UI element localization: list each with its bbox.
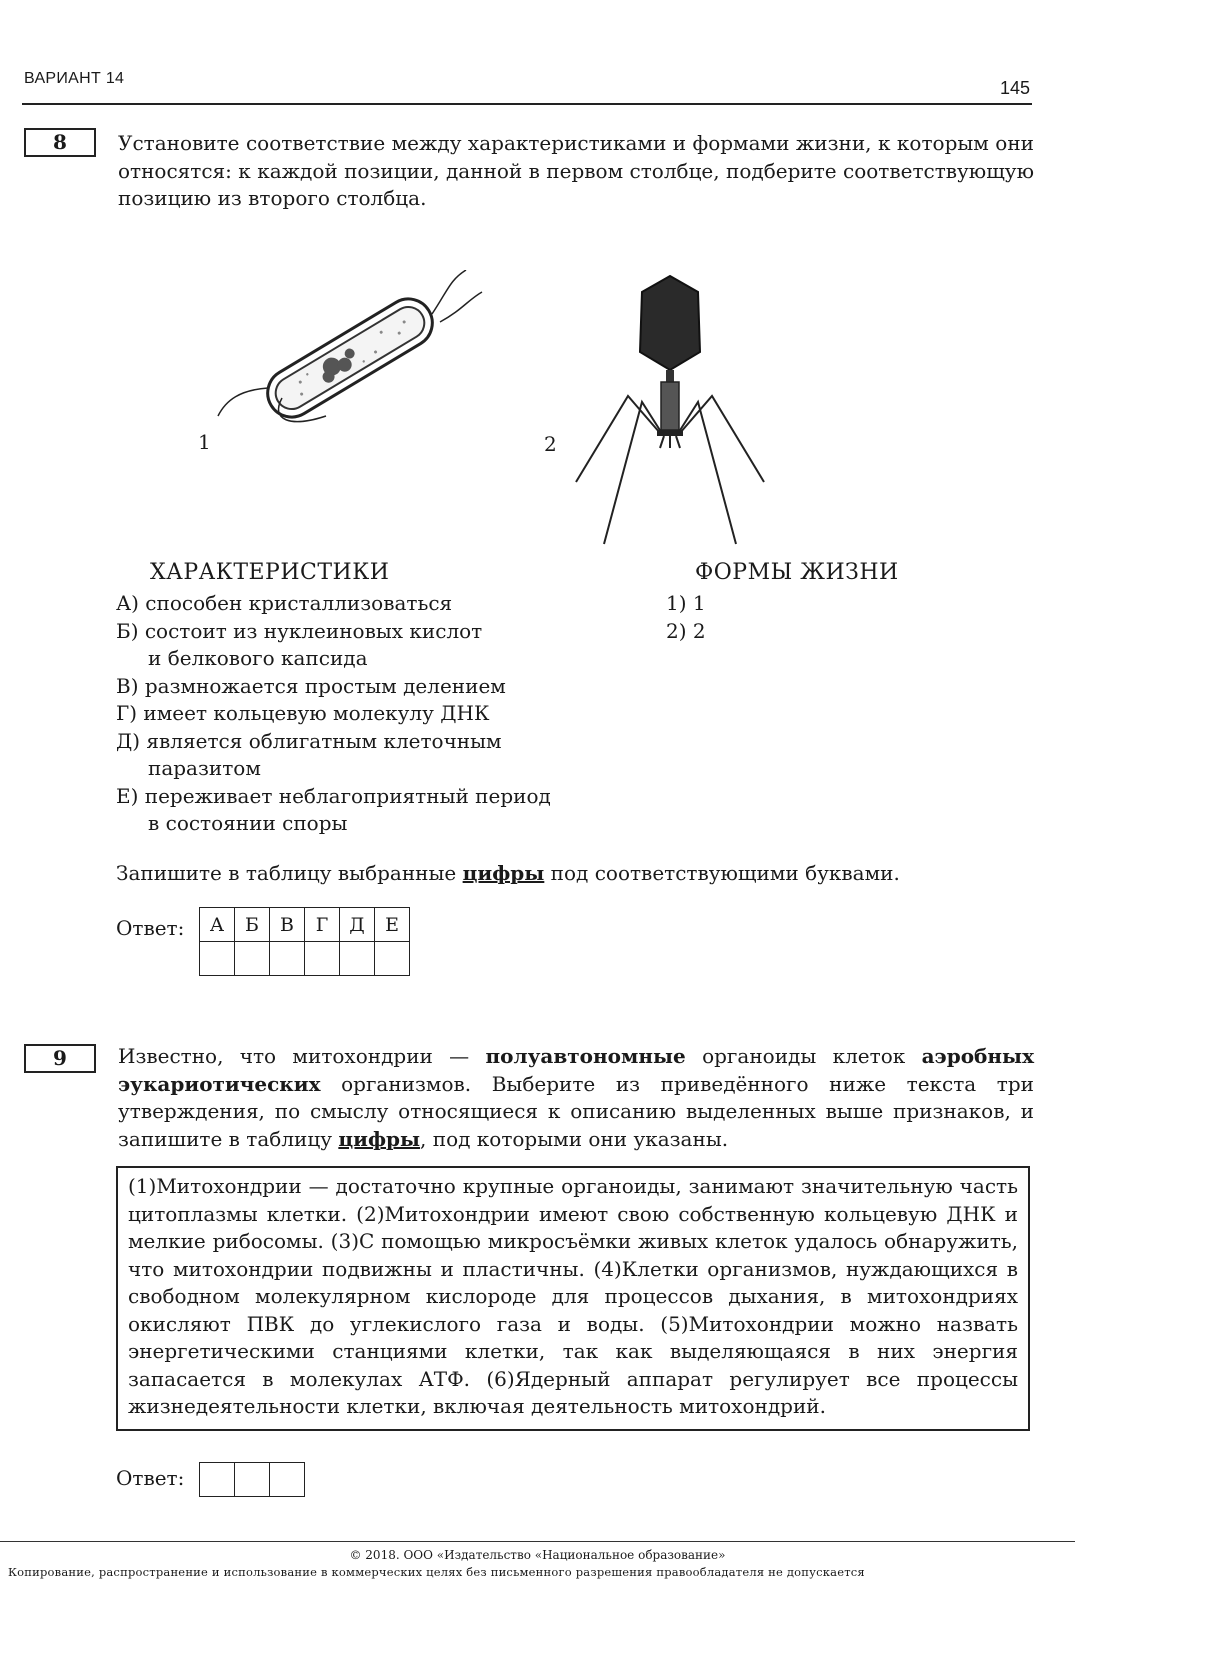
intro-bold: полуавтономные xyxy=(485,1044,686,1068)
task-8-instruction xyxy=(116,860,1016,888)
characteristic-item: А) способен кристаллизоваться xyxy=(116,591,453,615)
bacteriophage-illustration xyxy=(560,270,780,550)
characteristic-item: Е) переживает неблагоприятный период xyxy=(116,783,551,808)
answer-input-cell[interactable] xyxy=(305,942,340,976)
answer-table-8 xyxy=(199,907,410,976)
intro-text: , под которыми они указаны. xyxy=(420,1126,729,1151)
answer-input-cell[interactable] xyxy=(270,1463,305,1497)
answer-header-cell: В xyxy=(270,908,305,942)
answer-input-cell[interactable] xyxy=(200,942,235,976)
header-divider xyxy=(22,103,1032,105)
copyright-notice: Копирование, распространение и использование в коммерческих целях без письменного разрешения правообладателя не допускается xyxy=(8,1565,865,1579)
intro-bold: аэробных эукариотических xyxy=(118,1044,1034,1096)
characteristic-item-cont: в состоянии споры xyxy=(148,811,348,835)
answer-header-cell: Д xyxy=(340,908,375,942)
answer-input-cell[interactable] xyxy=(235,1463,270,1497)
instruction-text: Запишите в таблицу выбранные xyxy=(116,861,463,885)
task-number-8: 8 xyxy=(24,128,96,157)
characteristics-list xyxy=(116,590,636,838)
answer-header-cell: Е xyxy=(375,908,410,942)
mitochondria-passage: (1)Митохондрии — достаточно крупные органоиды, занимают значительную часть цитоплазмы клетки. (2)Митохондрии имеют свою собственную кольцевую ДНК и мелкие рибосомы. (3)С помощью микросъёмки живых клеток удалось обнаружить, что митохондрии подвижны и пластичны. (4)Клетки организмов, нуждающихся в свободном молекулярном кислороде для процессов дыхания, в митохондриях окисляют ПВК до углекислого газа и воды. (5)Митохондрии можно назвать энергетическими станциями клетки, так как выделяющаяся в них энергия запасается в молекулах АТФ. (6)Ядерный аппарат регулирует все процессы жизнедеятельности клетки, включая деятельность митохондрий. xyxy=(116,1166,1030,1431)
answer-header-cell: А xyxy=(200,908,235,942)
characteristic-item: Б) состоит из нуклеиновых кислот xyxy=(116,618,483,643)
copyright-line: © 2018. ООО «Издательство «Национальное образование» xyxy=(349,1548,726,1562)
characteristic-item: Г) имеет кольцевую молекулу ДНК xyxy=(116,701,490,725)
characteristic-item-cont: паразитом xyxy=(148,756,261,780)
task-8-intro: Установите соответствие между характеристиками и формами жизни, к которым они относятся: к каждой позиции, данной в первом столбце, подберите соответствующую позицию из второго столбца. xyxy=(118,131,1034,210)
instruction-text: под соответствующими буквами. xyxy=(544,861,900,885)
figure-label-2: 2 xyxy=(544,432,557,456)
answer-header-cell: Г xyxy=(305,908,340,942)
intro-bold-underlined: цифры xyxy=(338,1126,421,1151)
footer-divider xyxy=(0,1541,1075,1542)
task-9-intro xyxy=(118,1043,1034,1153)
answer-input-cell[interactable] xyxy=(340,942,375,976)
answer-label-9: Ответ: xyxy=(116,1466,185,1490)
characteristic-item-cont: и белкового капсида xyxy=(148,646,368,670)
answer-input-cell[interactable] xyxy=(235,942,270,976)
answer-header-cell: Б xyxy=(235,908,270,942)
answer-input-cell[interactable] xyxy=(375,942,410,976)
answer-table-9 xyxy=(199,1462,305,1497)
instruction-bold: цифры xyxy=(462,861,545,885)
life-forms-list xyxy=(666,590,706,645)
intro-text: организмов. Выберите из приведённого ниже текста три утверждения, по смыслу относящиеся к описанию выделенных выше признаков, и запишите в таблицу xyxy=(118,1071,1034,1151)
characteristic-item: В) размножается простым делением xyxy=(116,673,506,698)
characteristics-title: ХАРАКТЕРИСТИКИ xyxy=(150,560,390,585)
page-number: 145 xyxy=(1000,78,1031,98)
life-forms-title: ФОРМЫ ЖИЗНИ xyxy=(695,560,899,585)
answer-input-cell[interactable] xyxy=(270,942,305,976)
answer-input-cell[interactable] xyxy=(200,1463,235,1497)
life-form-item: 1) 1 xyxy=(666,591,706,615)
life-form-item: 2) 2 xyxy=(666,618,706,643)
variant-label: ВАРИАНТ 14 xyxy=(24,70,125,87)
characteristic-item: Д) является облигатным клеточным xyxy=(116,728,502,753)
answer-label-8: Ответ: xyxy=(116,916,185,940)
figure-label-1: 1 xyxy=(198,430,211,454)
task-number-9: 9 xyxy=(24,1044,96,1073)
bacterium-illustration xyxy=(200,270,500,460)
intro-text: органоиды клеток xyxy=(685,1044,922,1068)
intro-text: Известно, что митохондрии — xyxy=(118,1044,486,1068)
